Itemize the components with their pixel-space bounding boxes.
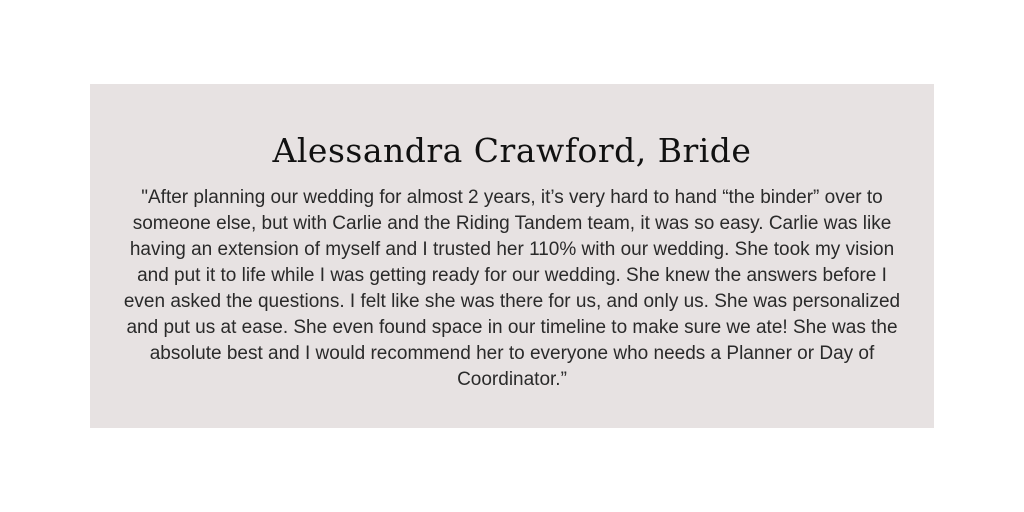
testimonial-author: Alessandra Crawford, Bride xyxy=(272,131,752,170)
testimonial-quote: "After planning our wedding for almost 2 years, it’s very hard to hand “the binder” over to someone else, but with Carlie and the Riding Tandem team, it was so easy. Carlie was like having an extension of myself and I trusted her 110% with our wedding. She took my vision and put it to life while I was getting ready for our wedding. She knew the answers before I even asked the questions. I felt like she was there for us, and only us. She was personalized and put us at ease. She even found space in our timeline to make sure we ate! She was the absolute best and I would recommend her to everyone who needs a Planner or Day of Coordinator.” xyxy=(123,187,901,390)
